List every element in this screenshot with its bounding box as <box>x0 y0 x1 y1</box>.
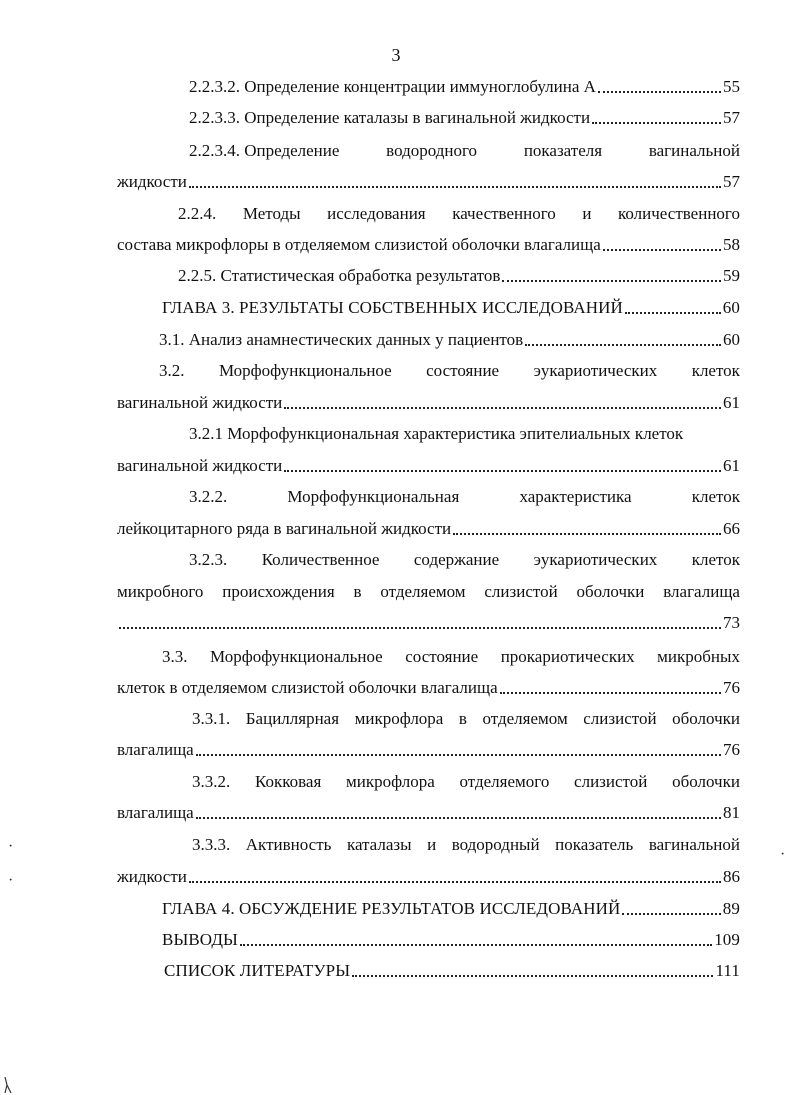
word: 3.2. <box>159 361 185 380</box>
toc-entry-title: 2.2.5. Статистическая обработка результатов <box>178 266 501 285</box>
dot-leader <box>352 974 713 977</box>
toc-entry-page: 109 <box>714 930 740 949</box>
word: и <box>582 204 592 223</box>
toc-chapter-title: СПИСОК ЛИТЕРАТУРЫ <box>164 961 351 980</box>
word: влагалища <box>663 582 740 601</box>
toc-entry-title-cont: состава микрофлоры в отделяемом слизистой оболочки влагалища <box>117 235 601 254</box>
word: Активность <box>245 835 332 854</box>
toc-entry-page: 59 <box>723 266 740 285</box>
toc-entry-3-3-line2 <box>117 677 740 699</box>
toc-entry-page: 58 <box>723 235 740 254</box>
dot-leader <box>240 943 712 946</box>
toc-entry-3-3-1-line2 <box>117 739 740 761</box>
scan-dot-mark: · <box>780 846 786 863</box>
word: клеток <box>691 487 740 506</box>
word: оболочки <box>672 772 740 791</box>
toc-chapter-title: ВЫВОДЫ <box>162 930 238 949</box>
word: Методы <box>242 204 301 223</box>
toc-entry-2-2-3-2 <box>189 76 740 98</box>
word: микробных <box>657 647 740 666</box>
word: вагинальной <box>648 835 740 854</box>
dot-leader <box>500 691 721 694</box>
toc-entry-3-3-1-line1 <box>192 708 740 730</box>
toc-entry-3-2-1-line1 <box>189 423 740 445</box>
word: Морфофункциональное <box>218 361 392 380</box>
word: прокариотических <box>500 647 635 666</box>
toc-entry-3-2-1-line2 <box>117 455 740 477</box>
word: водородный <box>451 835 540 854</box>
toc-entry-3-2-3-line3 <box>117 612 740 634</box>
dot-leader <box>189 880 721 883</box>
word: Морфофункциональное <box>210 647 383 666</box>
word: 2.2.4. <box>178 204 217 223</box>
line-text: 3.2.1 Морфофункциональная характеристика эпителиальных клеток <box>189 424 684 443</box>
word: эукариотических <box>533 550 658 569</box>
word: отделяемом <box>482 709 568 728</box>
toc-chapter-title: ГЛАВА 3. РЕЗУЛЬТАТЫ СОБСТВЕННЫХ ИССЛЕДОВАНИЙ <box>162 298 623 317</box>
word: и <box>427 835 437 854</box>
toc-entry-page: 76 <box>723 740 740 759</box>
scan-dot-mark: · <box>8 872 14 889</box>
toc-entry-page: 61 <box>723 456 740 475</box>
dot-leader <box>284 469 721 472</box>
toc-entry-3-3-3-line2 <box>117 866 740 888</box>
dot-leader <box>196 753 721 756</box>
toc-entry-title-cont: вагинальной жидкости <box>117 456 283 475</box>
toc-entry-3-2-2-line1 <box>189 486 740 508</box>
toc-entry-page: 86 <box>723 867 740 886</box>
word: микробного <box>117 582 204 601</box>
toc-entry-page: 60 <box>723 330 740 349</box>
word: клеток <box>691 361 740 380</box>
toc-entry-3-3-line1 <box>162 646 740 668</box>
word: 3.2.2. <box>189 487 228 506</box>
word: 3.3.2. <box>192 772 231 791</box>
word: содержание <box>413 550 500 569</box>
word: слизистой <box>574 772 648 791</box>
word: оболочки <box>576 582 645 601</box>
toc-entry-title-cont: жидкости <box>117 867 187 886</box>
dot-leader <box>592 121 721 124</box>
toc-entry-page: 76 <box>723 678 740 697</box>
word: 2.2.3.4. Определение <box>189 141 340 160</box>
word: водородного <box>386 141 478 160</box>
word: слизистой <box>583 709 657 728</box>
word: состояние <box>426 361 500 380</box>
toc-entry-title: 2.2.3.2. Определение концентрации иммуноглобулина А <box>189 77 596 96</box>
toc-entry-page: 89 <box>722 899 740 918</box>
toc-entry-2-2-3-4-line2 <box>117 171 740 193</box>
word: слизистой <box>484 582 558 601</box>
word: в <box>458 709 467 728</box>
toc-entry-2-2-5 <box>178 265 740 287</box>
dot-leader <box>603 248 721 251</box>
toc-entry-page: 66 <box>723 519 740 538</box>
word: количественного <box>618 204 740 223</box>
toc-entry-title-cont: влагалища <box>117 740 194 759</box>
toc-chapter-title: ГЛАВА 4. ОБСУЖДЕНИЕ РЕЗУЛЬТАТОВ ИССЛЕДОВАНИЙ <box>162 899 621 918</box>
toc-entry-title: 3.1. Анализ анамнестических данных у пациентов <box>159 330 524 349</box>
toc-entry-page: 73 <box>723 613 740 632</box>
word: показатель <box>555 835 634 854</box>
word: происхождения <box>222 582 335 601</box>
word: характеристика <box>519 487 632 506</box>
toc-entry-2-2-4-line1 <box>178 203 740 225</box>
toc-entry-page: 57 <box>723 172 740 191</box>
dot-leader <box>625 311 721 314</box>
word: Бациллярная <box>245 709 340 728</box>
toc-entry-page: 55 <box>723 77 740 96</box>
word: Кокковая <box>254 772 322 791</box>
toc-entry-page: 81 <box>723 803 740 822</box>
word: 3.2.3. <box>189 550 228 569</box>
word: 3.3.3. <box>192 835 231 854</box>
dot-leader <box>525 343 721 346</box>
word: эукариотических <box>533 361 658 380</box>
toc-entry-2-2-3-4-line1 <box>189 140 740 162</box>
dot-leader <box>598 90 721 93</box>
toc-entry-3-2-line1 <box>159 360 740 382</box>
word: каталазы <box>346 835 412 854</box>
toc-entry-page: 60 <box>722 298 740 317</box>
dot-leader <box>196 816 721 819</box>
toc-entry-2-2-3-3 <box>189 107 740 129</box>
word: отделяемом <box>380 582 466 601</box>
toc-entry-3-3-3-line1 <box>192 834 740 856</box>
word: Морфофункциональная <box>287 487 460 506</box>
toc-entry-title-cont: вагинальной жидкости <box>117 393 283 412</box>
page-number: 3 <box>391 45 401 65</box>
toc-entry-2-2-4-line2 <box>117 234 740 256</box>
scan-dot-mark: · <box>8 838 14 855</box>
dot-leader <box>453 532 721 535</box>
toc-entry-3-2-3-line2 <box>117 581 740 603</box>
dot-leader <box>284 406 721 409</box>
toc-entry-3-1 <box>159 329 740 351</box>
toc-entry-page: 61 <box>723 393 740 412</box>
word: 3.3. <box>162 647 188 666</box>
word: микрофлора <box>346 772 435 791</box>
toc-entry-page: 111 <box>715 961 740 980</box>
toc-entry-title-cont: лейкоцитарного ряда в вагинальной жидкости <box>117 519 452 538</box>
toc-entry-title-cont: клеток в отделяемом слизистой оболочки влагалища <box>117 678 498 697</box>
word: состояние <box>405 647 479 666</box>
word: отделяемого <box>459 772 550 791</box>
word: показателя <box>523 141 603 160</box>
toc-references <box>164 960 740 982</box>
toc-conclusions <box>162 929 740 951</box>
toc-chapter-4 <box>162 898 740 920</box>
toc-entry-3-3-2-line2 <box>117 802 740 824</box>
toc-entry-3-3-2-line1 <box>192 771 740 793</box>
toc-entry-3-2-2-line2 <box>117 518 740 540</box>
word: клеток <box>691 550 740 569</box>
word: качественного <box>452 204 556 223</box>
word: оболочки <box>672 709 740 728</box>
scan-stroke-mark <box>2 1076 14 1094</box>
toc-entry-page: 57 <box>723 108 740 127</box>
toc-entry-title: 2.2.3.3. Определение каталазы в вагинальной жидкости <box>189 108 591 127</box>
toc-entry-title-cont: жидкости <box>117 172 187 191</box>
word: микрофлора <box>354 709 444 728</box>
word: Количественное <box>261 550 380 569</box>
dot-leader <box>502 279 721 282</box>
toc-chapter-3 <box>162 297 740 319</box>
dot-leader <box>119 626 721 629</box>
toc-entry-title-cont: влагалища <box>117 803 194 822</box>
word: вагинальной <box>648 141 740 160</box>
word: в <box>353 582 362 601</box>
dot-leader <box>189 185 721 188</box>
toc-entry-3-2-line2 <box>117 392 740 414</box>
dot-leader <box>622 912 720 915</box>
word: исследования <box>327 204 426 223</box>
toc-entry-3-2-3-line1 <box>189 549 740 571</box>
word: 3.3.1. <box>192 709 231 728</box>
